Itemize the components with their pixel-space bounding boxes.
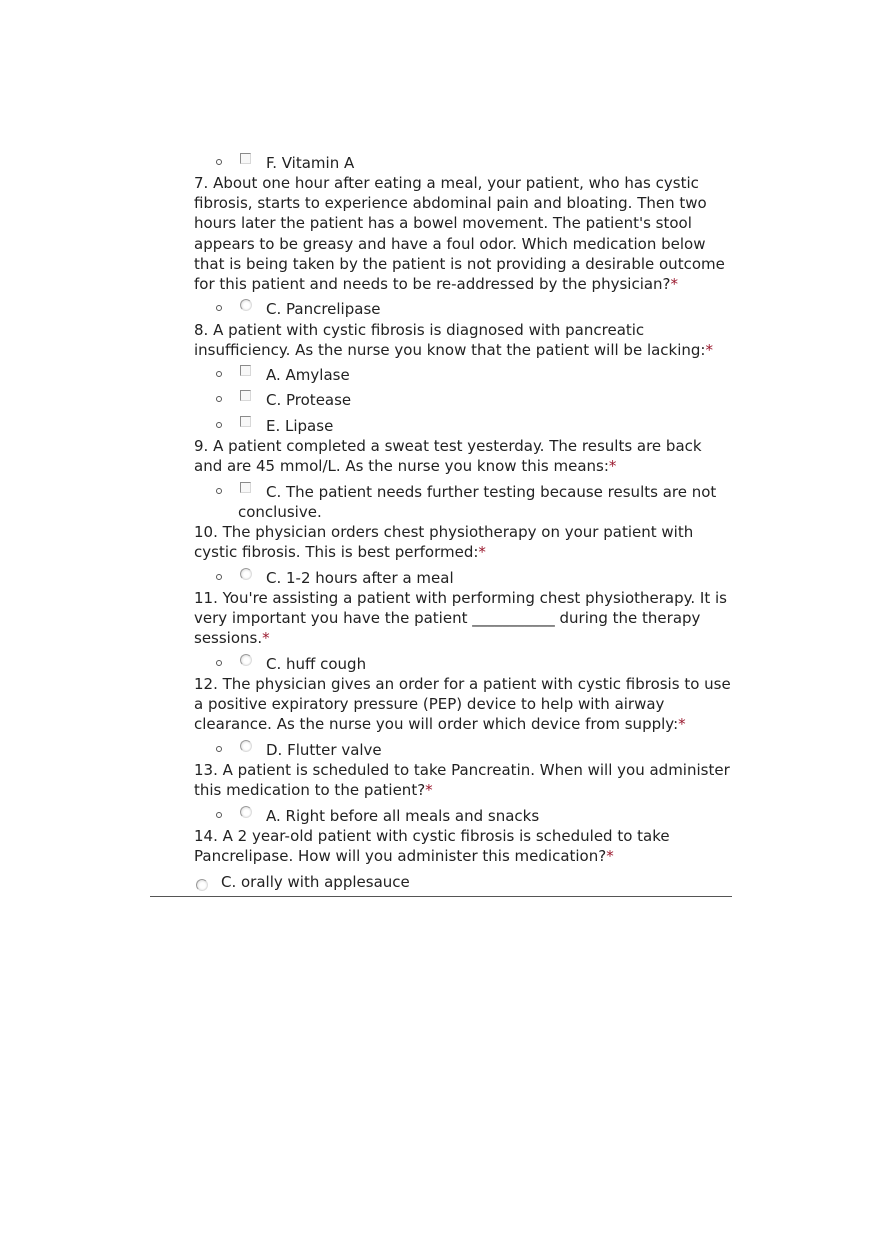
required-asterisk: * (705, 341, 713, 360)
option-q9-c[interactable] (194, 482, 734, 522)
checkbox-icon[interactable] (240, 365, 251, 376)
option-label: C. Protease (266, 391, 352, 409)
list-bullet (216, 488, 222, 494)
horizontal-rule (150, 896, 732, 897)
list-bullet (216, 371, 222, 377)
question-11 (194, 588, 734, 649)
question-12 (194, 674, 734, 735)
question-text: 8. A patient with cystic fibrosis is diagnosed with pancreatic insufficiency. As the nurse you know that the patient will be lacking: (194, 321, 706, 360)
required-asterisk: * (262, 629, 270, 648)
required-asterisk: * (678, 715, 686, 734)
option-label: E. Lipase (266, 417, 334, 435)
question-text: 9. A patient completed a sweat test yesterday. The results are back and are 45 mmol/L. As the nurse you know this means: (194, 437, 702, 476)
required-asterisk: * (478, 543, 486, 562)
option-q12-d[interactable] (194, 740, 734, 760)
option-q11-c[interactable] (194, 654, 734, 674)
list-bullet (216, 574, 222, 580)
checkbox-icon[interactable] (240, 482, 251, 493)
required-asterisk: * (425, 781, 433, 800)
option-q7-c[interactable] (194, 299, 734, 319)
required-asterisk: * (606, 847, 614, 866)
option-label-continuation: conclusive. (238, 503, 322, 521)
option-label: D. Flutter valve (266, 741, 382, 759)
question-7 (194, 173, 734, 294)
question-text: 12. The physician gives an order for a patient with cystic fibrosis to use a positive expiratory pressure (PEP) device to help with airway clearance. As the nurse you will order which device from supply: (194, 675, 731, 734)
option-label: C. huff cough (266, 655, 367, 673)
question-8 (194, 320, 734, 360)
option-q8-c[interactable] (194, 390, 734, 410)
list-bullet (216, 422, 222, 428)
question-13 (194, 760, 734, 800)
question-10 (194, 522, 734, 562)
option-q13-a[interactable] (194, 806, 734, 826)
question-text: 10. The physician orders chest physiotherapy on your patient with cystic fibrosis. This is best performed: (194, 523, 694, 562)
checkbox-icon[interactable] (240, 153, 251, 164)
option-label: C. The patient needs further testing because results are not (266, 483, 717, 501)
option-label: A. Right before all meals and snacks (266, 807, 540, 825)
question-text: 11. You're assisting a patient with performing chest physiotherapy. It is very important you have the patient ___________ during the therapy sessions. (194, 589, 727, 648)
radio-icon[interactable] (240, 806, 252, 818)
question-text: 7. About one hour after eating a meal, your patient, who has cystic fibrosis, starts to experience abdominal pain and bloating. Then two hours later the patient has a bowel movement. The patient's stool appears to be greasy and have a foul odor. Which medication below that is being taken by the patient is not providing a desirable outcome for this patient and needs to be re-addressed by the physician? (194, 174, 725, 294)
radio-icon[interactable] (240, 568, 252, 580)
option-label: F. Vitamin A (266, 154, 355, 172)
option-label: A. Amylase (266, 366, 350, 384)
option-label: C. Pancrelipase (266, 300, 381, 318)
option-q10-c[interactable] (194, 568, 734, 588)
list-bullet (216, 812, 222, 818)
option-q14-c-label[interactable]: C. orally with applesauce (221, 873, 410, 891)
question-text: 13. A patient is scheduled to take Pancreatin. When will you administer this medication to the patient? (194, 761, 730, 800)
question-9 (194, 436, 734, 476)
required-asterisk: * (670, 275, 679, 294)
list-bullet (216, 660, 222, 666)
option-q8-a[interactable] (194, 365, 734, 385)
list-bullet (216, 396, 222, 402)
question-14 (194, 826, 734, 866)
radio-icon[interactable] (196, 879, 208, 891)
option-q6-f[interactable] (194, 153, 734, 173)
list-bullet (216, 159, 222, 165)
checkbox-icon[interactable] (240, 416, 251, 427)
option-label: C. 1-2 hours after a meal (266, 569, 454, 587)
option-q8-e[interactable] (194, 416, 734, 436)
list-bullet (216, 746, 222, 752)
required-asterisk: * (608, 457, 617, 476)
radio-icon[interactable] (240, 299, 252, 311)
question-text: 14. A 2 year-old patient with cystic fibrosis is scheduled to take Pancrelipase. How will you administer this medication? (194, 827, 670, 866)
radio-icon[interactable] (240, 740, 252, 752)
radio-icon[interactable] (240, 654, 252, 666)
checkbox-icon[interactable] (240, 390, 251, 401)
list-bullet (216, 305, 222, 311)
